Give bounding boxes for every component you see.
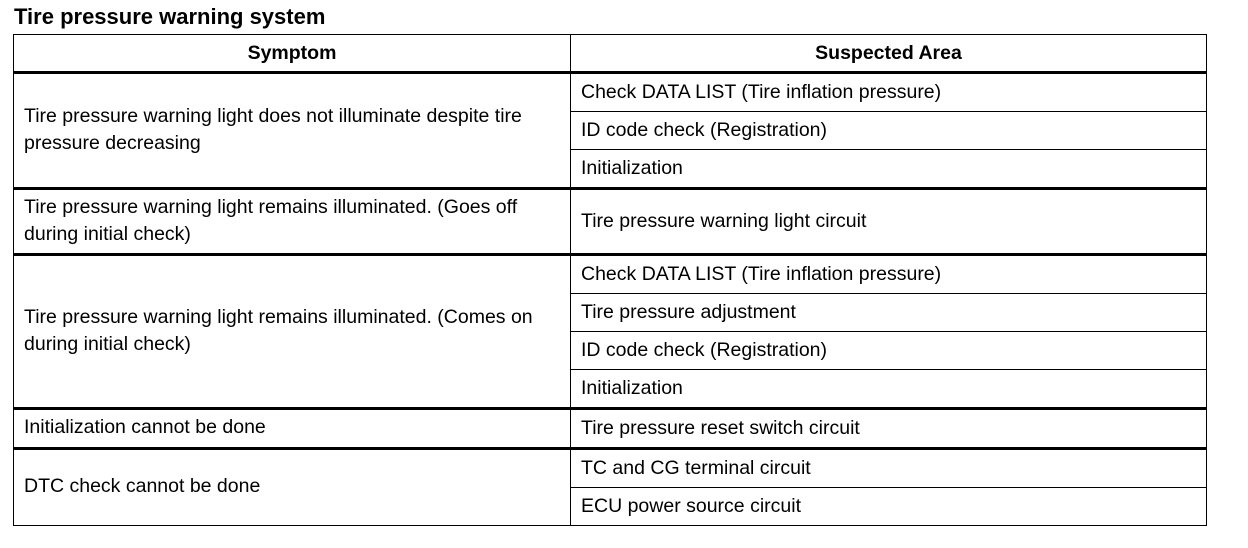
suspected-area-cell: ECU power source circuit xyxy=(571,488,1207,526)
table-row xyxy=(14,73,1207,112)
table-row xyxy=(14,409,1207,449)
suspected-area-cell: TC and CG terminal circuit xyxy=(571,449,1207,488)
symptom-cell: Tire pressure warning light remains illuminated. (Goes off during initial check) xyxy=(14,189,571,255)
symptom-cell: Initialization cannot be done xyxy=(14,409,571,449)
header-suspected-area: Suspected Area xyxy=(571,35,1207,73)
suspected-area-cell: Check DATA LIST (Tire inflation pressure) xyxy=(571,255,1207,294)
suspected-area-cell: Check DATA LIST (Tire inflation pressure) xyxy=(571,73,1207,112)
symptom-group-3 xyxy=(14,255,1207,409)
symptom-cell: Tire pressure warning light does not illuminate despite tire pressure decreasing xyxy=(14,73,571,189)
symptom-group-1 xyxy=(14,73,1207,189)
suspected-area-cell: Initialization xyxy=(571,370,1207,409)
header-symptom: Symptom xyxy=(14,35,571,73)
table-header-row xyxy=(14,35,1207,73)
table-row xyxy=(14,449,1207,488)
suspected-area-cell: Initialization xyxy=(571,150,1207,189)
table-row xyxy=(14,189,1207,255)
table-row xyxy=(14,255,1207,294)
suspected-area-cell: Tire pressure reset switch circuit xyxy=(571,409,1207,449)
suspected-area-cell: Tire pressure adjustment xyxy=(571,294,1207,332)
suspected-area-cell: ID code check (Registration) xyxy=(571,332,1207,370)
suspected-area-cell: Tire pressure warning light circuit xyxy=(571,189,1207,255)
symptom-group-4 xyxy=(14,409,1207,449)
symptom-table xyxy=(13,34,1207,526)
symptom-cell: Tire pressure warning light remains illuminated. (Comes on during initial check) xyxy=(14,255,571,409)
symptom-group-5 xyxy=(14,449,1207,526)
page-title: Tire pressure warning system xyxy=(14,4,326,29)
suspected-area-cell: ID code check (Registration) xyxy=(571,112,1207,150)
symptom-group-2 xyxy=(14,189,1207,255)
symptom-cell: DTC check cannot be done xyxy=(14,449,571,526)
